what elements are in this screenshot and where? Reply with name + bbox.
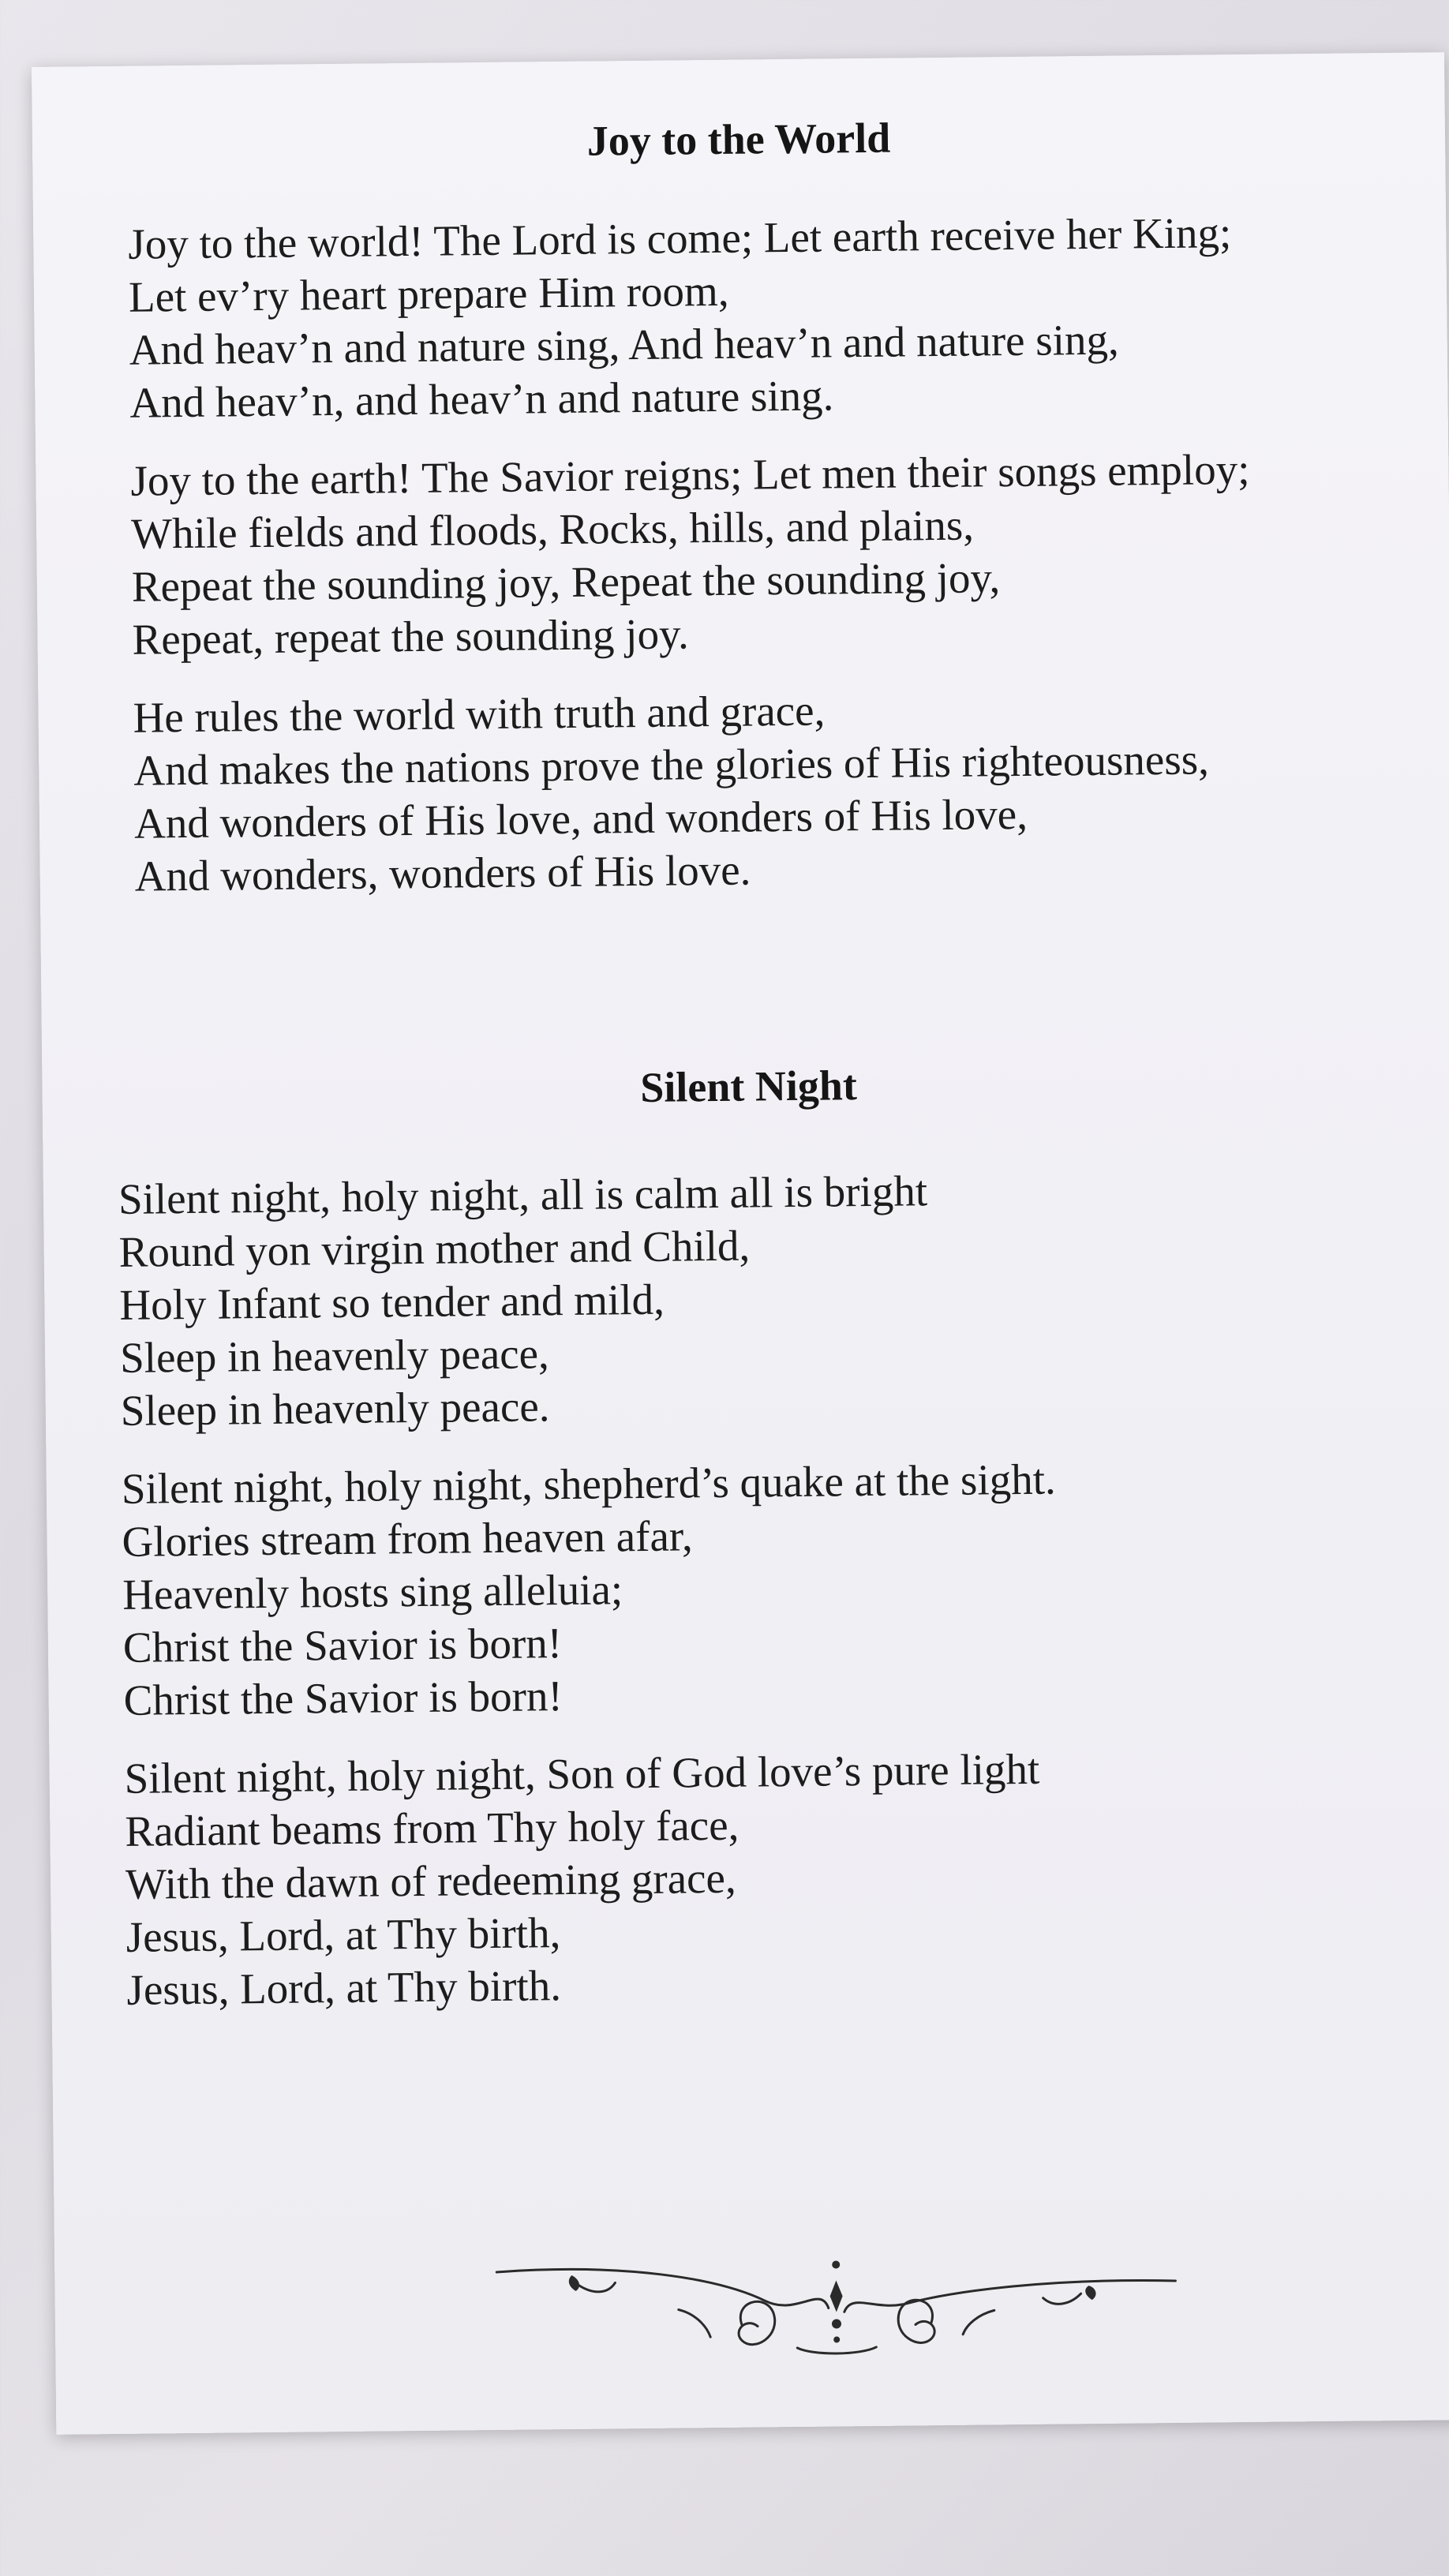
song-silent-night xyxy=(42,1054,1449,2017)
song-joy-to-the-world xyxy=(32,107,1449,904)
lyric-line: And heav’n and nature sing, And heav’n and nature sing, xyxy=(129,315,1119,374)
lyric-line: Round yon virgin mother and Child, xyxy=(118,1221,751,1276)
lyrics-sheet xyxy=(32,52,1449,2435)
lyric-line: And heav’n, and heav’n and nature sing. xyxy=(129,371,834,427)
flourish-divider-icon xyxy=(481,2233,1193,2375)
verse-3 xyxy=(124,1738,1449,2016)
lyric-line: Christ the Savior is born! xyxy=(123,1672,564,1724)
lyric-line: Silent night, holy night, all is calm all is bright xyxy=(118,1166,928,1223)
verse-3 xyxy=(133,677,1449,902)
verse-2 xyxy=(122,1448,1449,1727)
lyric-line: Heavenly hosts sing alleluia; xyxy=(122,1565,623,1619)
verse-2 xyxy=(130,440,1449,665)
lyric-line: And wonders, wonders of His love. xyxy=(134,845,751,900)
lyric-line: He rules the world with truth and grace, xyxy=(133,686,826,742)
song-title: Joy to the World xyxy=(586,114,891,165)
lyric-line: Holy Infant so tender and mild, xyxy=(119,1275,665,1329)
lyric-line: Christ the Savior is born! xyxy=(122,1619,563,1672)
lyric-line: And wonders of His love, and wonders of His love, xyxy=(133,789,1028,848)
lyric-line: While fields and floods, Rocks, hills, and plains, xyxy=(130,500,975,558)
verse-1 xyxy=(128,204,1448,429)
lyric-line: And makes the nations prove the glories of His righteousness, xyxy=(133,735,1210,795)
verse-1 xyxy=(118,1159,1449,1437)
lyric-line: Let ev’ry heart prepare Him room, xyxy=(128,266,729,321)
lyric-line: Joy to the world! The Lord is come; Let earth receive her King; xyxy=(128,208,1232,268)
lyric-line: Radiant beams from Thy holy face, xyxy=(125,1800,739,1855)
song-title: Silent Night xyxy=(639,1061,858,1111)
lyric-line: Repeat, repeat the sounding joy. xyxy=(132,609,690,664)
lyric-line: Jesus, Lord, at Thy birth. xyxy=(126,1961,562,2014)
lyric-line: Sleep in heavenly peace, xyxy=(119,1329,550,1382)
lyric-line: Jesus, Lord, at Thy birth, xyxy=(125,1908,561,1961)
lyric-line: Joy to the earth! The Savior reigns; Let men their songs employ; xyxy=(130,444,1250,505)
lyric-line: Silent night, holy night, Son of God love’s pure light xyxy=(124,1744,1040,1803)
lyric-line: Sleep in heavenly peace. xyxy=(120,1382,550,1435)
lyric-line: Repeat the sounding joy, Repeat the sounding joy, xyxy=(131,553,1001,611)
lyric-line: Silent night, holy night, shepherd’s quake at the sight. xyxy=(121,1455,1057,1513)
lyric-line: Glories stream from heaven afar, xyxy=(122,1511,694,1566)
lyric-line: With the dawn of redeeming grace, xyxy=(125,1853,736,1908)
